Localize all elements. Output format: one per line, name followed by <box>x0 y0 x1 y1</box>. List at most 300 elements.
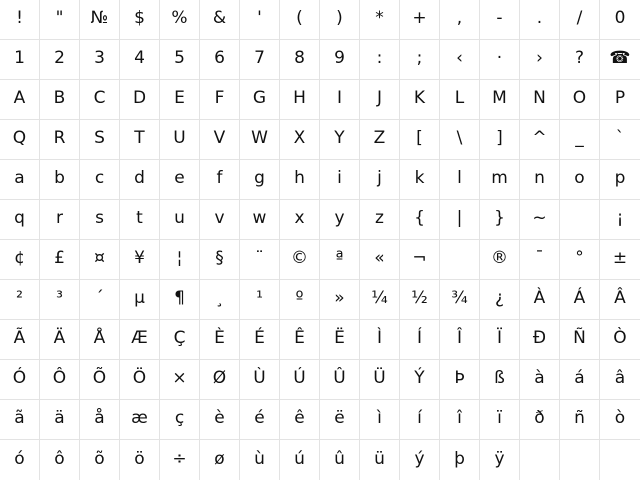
glyph-cell[interactable] <box>200 40 240 80</box>
glyph-cell[interactable] <box>240 80 280 120</box>
glyph-cell[interactable] <box>280 280 320 320</box>
glyph-cell[interactable] <box>560 320 600 360</box>
glyph-character: µ <box>134 288 145 308</box>
glyph-cell[interactable] <box>0 440 40 480</box>
glyph-character: A <box>13 88 26 108</box>
glyph-character: 8 <box>294 48 305 68</box>
glyph-character: 3 <box>94 48 105 68</box>
glyph-cell[interactable] <box>560 360 600 400</box>
glyph-cell[interactable] <box>440 280 480 320</box>
glyph-character: } <box>494 208 505 228</box>
glyph-character: Á <box>573 288 586 308</box>
glyph-cell[interactable] <box>520 0 560 40</box>
glyph-cell[interactable] <box>480 440 520 480</box>
glyph-cell[interactable] <box>440 320 480 360</box>
glyph-character: å <box>94 408 105 428</box>
glyph-character: § <box>215 248 224 268</box>
glyph-cell[interactable] <box>240 240 280 280</box>
glyph-character: â <box>614 368 626 388</box>
glyph-character: { <box>414 208 425 228</box>
glyph-cell[interactable] <box>120 440 160 480</box>
glyph-character: Ó <box>12 368 27 388</box>
glyph-cell[interactable] <box>480 360 520 400</box>
glyph-cell[interactable] <box>520 160 560 200</box>
glyph-cell[interactable] <box>160 0 200 40</box>
glyph-cell[interactable] <box>360 400 400 440</box>
glyph-character: & <box>212 8 227 28</box>
glyph-character: › <box>536 48 543 68</box>
glyph-cell[interactable] <box>480 200 520 240</box>
glyph-cell[interactable] <box>0 360 40 400</box>
glyph-cell[interactable] <box>0 400 40 440</box>
glyph-cell[interactable] <box>200 200 240 240</box>
glyph-character: W <box>251 128 268 148</box>
glyph-character: ~ <box>532 208 547 228</box>
glyph-cell[interactable] <box>160 400 200 440</box>
glyph-cell[interactable] <box>160 160 200 200</box>
glyph-cell[interactable] <box>40 440 80 480</box>
glyph-cell[interactable] <box>80 400 120 440</box>
glyph-character: | <box>456 208 463 228</box>
glyph-cell[interactable] <box>80 320 120 360</box>
glyph-cell[interactable] <box>600 160 640 200</box>
glyph-character: t <box>136 208 143 228</box>
glyph-cell[interactable] <box>200 80 240 120</box>
glyph-character: p <box>614 168 626 188</box>
glyph-cell[interactable] <box>400 160 440 200</box>
glyph-cell[interactable] <box>120 280 160 320</box>
glyph-character: 7 <box>254 48 265 68</box>
glyph-cell[interactable] <box>360 320 400 360</box>
glyph-character: h <box>294 168 305 188</box>
glyph-cell[interactable] <box>200 440 240 480</box>
glyph-cell[interactable] <box>240 440 280 480</box>
glyph-cell[interactable] <box>400 0 440 40</box>
glyph-character: Ä <box>53 328 66 348</box>
glyph-cell[interactable] <box>160 120 200 160</box>
glyph-character: ¤ <box>94 248 105 268</box>
glyph-character: ; <box>416 48 423 68</box>
glyph-character: Y <box>334 128 345 148</box>
glyph-cell[interactable] <box>280 160 320 200</box>
glyph-cell[interactable] <box>360 0 400 40</box>
glyph-character: ê <box>294 408 305 428</box>
glyph-cell[interactable] <box>520 360 560 400</box>
glyph-cell[interactable] <box>40 320 80 360</box>
glyph-cell[interactable] <box>560 40 600 80</box>
glyph-cell[interactable] <box>80 360 120 400</box>
glyph-character: ² <box>16 288 23 308</box>
glyph-cell[interactable] <box>520 400 560 440</box>
glyph-cell[interactable] <box>400 280 440 320</box>
glyph-cell[interactable] <box>40 360 80 400</box>
glyph-cell[interactable] <box>160 200 200 240</box>
glyph-cell[interactable] <box>120 0 160 40</box>
glyph-character: ´ <box>95 288 104 308</box>
glyph-character: ☎ <box>609 48 631 68</box>
glyph-cell[interactable] <box>600 320 640 360</box>
glyph-cell[interactable] <box>0 200 40 240</box>
glyph-cell[interactable] <box>320 80 360 120</box>
glyph-cell[interactable] <box>0 80 40 120</box>
glyph-cell[interactable] <box>160 40 200 80</box>
glyph-cell[interactable] <box>0 120 40 160</box>
glyph-character: Þ <box>454 368 465 388</box>
glyph-cell[interactable] <box>40 0 80 40</box>
glyph-cell[interactable] <box>40 40 80 80</box>
glyph-cell[interactable] <box>360 440 400 480</box>
glyph-cell[interactable] <box>320 360 360 400</box>
glyph-cell[interactable] <box>400 80 440 120</box>
glyph-cell[interactable] <box>280 440 320 480</box>
glyph-cell[interactable] <box>440 240 480 280</box>
glyph-cell[interactable] <box>600 440 640 480</box>
glyph-cell[interactable] <box>80 160 120 200</box>
glyph-cell[interactable] <box>280 400 320 440</box>
glyph-cell[interactable] <box>0 0 40 40</box>
glyph-cell[interactable] <box>440 80 480 120</box>
glyph-character: ° <box>575 248 584 268</box>
glyph-cell[interactable] <box>440 160 480 200</box>
glyph-cell[interactable] <box>240 400 280 440</box>
glyph-cell[interactable] <box>600 200 640 240</box>
glyph-character: æ <box>131 408 148 428</box>
glyph-cell[interactable] <box>600 360 640 400</box>
glyph-cell[interactable] <box>0 280 40 320</box>
glyph-cell[interactable] <box>240 280 280 320</box>
glyph-cell[interactable] <box>520 280 560 320</box>
glyph-character: X <box>293 128 306 148</box>
glyph-cell[interactable] <box>280 40 320 80</box>
glyph-cell[interactable] <box>520 440 560 480</box>
glyph-cell[interactable] <box>80 200 120 240</box>
glyph-cell[interactable] <box>160 440 200 480</box>
glyph-cell[interactable] <box>320 320 360 360</box>
glyph-cell[interactable] <box>160 360 200 400</box>
glyph-character: U <box>173 128 186 148</box>
glyph-cell[interactable] <box>480 160 520 200</box>
glyph-cell[interactable] <box>400 240 440 280</box>
glyph-cell[interactable] <box>360 160 400 200</box>
glyph-cell[interactable] <box>560 200 600 240</box>
glyph-character: d <box>134 168 145 188</box>
glyph-character: № <box>90 8 109 28</box>
glyph-cell[interactable] <box>320 240 360 280</box>
glyph-cell[interactable] <box>480 240 520 280</box>
glyph-cell[interactable] <box>240 120 280 160</box>
glyph-cell[interactable] <box>400 360 440 400</box>
glyph-cell[interactable] <box>160 240 200 280</box>
glyph-cell[interactable] <box>560 0 600 40</box>
glyph-cell[interactable] <box>400 200 440 240</box>
glyph-character: Æ <box>131 328 148 348</box>
glyph-cell[interactable] <box>360 240 400 280</box>
glyph-cell[interactable] <box>440 360 480 400</box>
glyph-cell[interactable] <box>600 80 640 120</box>
glyph-character: H <box>293 88 306 108</box>
glyph-cell[interactable] <box>560 240 600 280</box>
glyph-cell[interactable] <box>440 120 480 160</box>
glyph-cell[interactable] <box>400 320 440 360</box>
glyph-cell[interactable] <box>520 80 560 120</box>
glyph-character: ç <box>174 408 185 428</box>
glyph-cell[interactable] <box>440 200 480 240</box>
glyph-character: è <box>214 408 225 428</box>
glyph-cell[interactable] <box>280 0 320 40</box>
glyph-character: ¢ <box>14 248 25 268</box>
glyph-cell[interactable] <box>240 40 280 80</box>
glyph-cell[interactable] <box>240 360 280 400</box>
glyph-character: Í <box>416 328 422 348</box>
glyph-character: õ <box>94 448 105 469</box>
glyph-character: û <box>334 448 345 469</box>
glyph-character: à <box>534 368 545 388</box>
glyph-cell[interactable] <box>200 280 240 320</box>
glyph-character: ³ <box>56 288 63 308</box>
glyph-character: + <box>412 8 427 28</box>
glyph-cell[interactable] <box>520 40 560 80</box>
glyph-cell[interactable] <box>600 240 640 280</box>
glyph-character: Ê <box>294 328 305 348</box>
glyph-cell[interactable] <box>560 80 600 120</box>
glyph-cell[interactable] <box>600 0 640 40</box>
glyph-cell[interactable] <box>0 160 40 200</box>
glyph-cell[interactable] <box>360 280 400 320</box>
glyph-character: Ô <box>52 368 67 388</box>
glyph-cell[interactable] <box>200 240 240 280</box>
glyph-character: ö <box>134 448 145 469</box>
glyph-character: é <box>254 408 265 428</box>
glyph-cell[interactable] <box>560 400 600 440</box>
glyph-cell[interactable] <box>0 240 40 280</box>
glyph-cell[interactable] <box>240 200 280 240</box>
glyph-cell[interactable] <box>120 320 160 360</box>
glyph-cell[interactable] <box>440 440 480 480</box>
glyph-cell[interactable] <box>320 160 360 200</box>
glyph-cell[interactable] <box>0 320 40 360</box>
glyph-cell[interactable] <box>520 320 560 360</box>
glyph-character: c <box>94 168 105 188</box>
glyph-cell[interactable] <box>120 240 160 280</box>
glyph-character: ¿ <box>494 288 505 308</box>
glyph-character: x <box>294 208 305 228</box>
glyph-character: C <box>93 88 106 108</box>
glyph-cell[interactable] <box>280 120 320 160</box>
glyph-cell[interactable] <box>480 120 520 160</box>
glyph-character: E <box>174 88 185 108</box>
glyph-cell[interactable] <box>480 40 520 80</box>
glyph-character: " <box>55 8 64 28</box>
glyph-cell[interactable] <box>600 280 640 320</box>
glyph-character: \ <box>456 128 463 148</box>
glyph-cell[interactable] <box>320 120 360 160</box>
glyph-cell[interactable] <box>280 320 320 360</box>
glyph-character: ï <box>497 408 502 428</box>
glyph-character: ñ <box>574 408 585 428</box>
glyph-cell[interactable] <box>600 40 640 80</box>
glyph-cell[interactable] <box>480 320 520 360</box>
glyph-cell[interactable] <box>520 240 560 280</box>
glyph-cell[interactable] <box>400 400 440 440</box>
glyph-character: þ <box>454 448 465 469</box>
glyph-character: ò <box>614 408 626 428</box>
glyph-cell[interactable] <box>480 400 520 440</box>
glyph-character: © <box>291 248 308 268</box>
glyph-character: á <box>574 368 585 388</box>
glyph-cell[interactable] <box>320 400 360 440</box>
glyph-character: Ò <box>613 328 627 348</box>
glyph-cell[interactable] <box>360 200 400 240</box>
glyph-cell[interactable] <box>560 120 600 160</box>
glyph-cell[interactable] <box>600 120 640 160</box>
glyph-cell[interactable] <box>320 0 360 40</box>
glyph-cell[interactable] <box>400 40 440 80</box>
glyph-cell[interactable] <box>560 440 600 480</box>
glyph-character: ? <box>574 48 585 68</box>
glyph-cell[interactable] <box>360 40 400 80</box>
glyph-cell[interactable] <box>200 360 240 400</box>
glyph-cell[interactable] <box>280 360 320 400</box>
glyph-character: . <box>536 8 543 28</box>
glyph-character: Q <box>12 128 27 148</box>
glyph-cell[interactable] <box>120 40 160 80</box>
glyph-character: ¡ <box>616 208 624 228</box>
glyph-cell[interactable] <box>320 200 360 240</box>
glyph-cell[interactable] <box>280 240 320 280</box>
glyph-character: 5 <box>174 48 185 68</box>
glyph-cell[interactable] <box>40 160 80 200</box>
glyph-character: ÷ <box>172 448 187 469</box>
glyph-cell[interactable] <box>480 80 520 120</box>
glyph-cell[interactable] <box>480 0 520 40</box>
glyph-cell[interactable] <box>200 320 240 360</box>
glyph-cell[interactable] <box>80 240 120 280</box>
glyph-character: Ã <box>13 328 26 348</box>
glyph-character: R <box>53 128 66 148</box>
glyph-cell[interactable] <box>240 320 280 360</box>
glyph-cell[interactable] <box>280 200 320 240</box>
glyph-character: ® <box>491 248 508 268</box>
glyph-cell[interactable] <box>160 80 200 120</box>
glyph-character: P <box>614 88 626 108</box>
glyph-cell[interactable] <box>80 0 120 40</box>
glyph-cell[interactable] <box>80 280 120 320</box>
glyph-cell[interactable] <box>600 400 640 440</box>
glyph-cell[interactable] <box>520 120 560 160</box>
glyph-character: _ <box>575 128 584 148</box>
glyph-cell[interactable] <box>240 160 280 200</box>
glyph-character: n <box>534 168 545 188</box>
glyph-cell[interactable] <box>160 280 200 320</box>
glyph-character: G <box>252 88 267 108</box>
glyph-character: J <box>376 88 382 108</box>
glyph-cell[interactable] <box>200 120 240 160</box>
glyph-character: - <box>496 8 503 28</box>
glyph-character: B <box>53 88 66 108</box>
glyph-cell[interactable] <box>40 200 80 240</box>
glyph-character: y <box>334 208 345 228</box>
glyph-character: × <box>172 368 187 388</box>
glyph-character: Ì <box>376 328 382 348</box>
glyph-cell[interactable] <box>40 80 80 120</box>
glyph-cell[interactable] <box>40 240 80 280</box>
glyph-cell[interactable] <box>440 400 480 440</box>
glyph-character: · <box>496 48 503 68</box>
glyph-cell[interactable] <box>440 0 480 40</box>
glyph-character: ¸ <box>215 288 224 308</box>
glyph-character: ¹ <box>256 288 263 308</box>
glyph-cell[interactable] <box>120 120 160 160</box>
glyph-cell[interactable] <box>400 120 440 160</box>
glyph-cell[interactable] <box>320 280 360 320</box>
glyph-character: ] <box>496 128 503 148</box>
glyph-cell[interactable] <box>360 80 400 120</box>
glyph-cell[interactable] <box>320 440 360 480</box>
glyph-cell[interactable] <box>200 160 240 200</box>
glyph-character: , <box>456 8 463 28</box>
glyph-cell[interactable] <box>480 280 520 320</box>
glyph-cell[interactable] <box>120 400 160 440</box>
glyph-cell[interactable] <box>520 200 560 240</box>
glyph-cell[interactable] <box>560 280 600 320</box>
glyph-cell[interactable] <box>80 80 120 120</box>
glyph-character: À <box>533 288 546 308</box>
glyph-cell[interactable] <box>240 0 280 40</box>
glyph-cell[interactable] <box>40 400 80 440</box>
glyph-cell[interactable] <box>120 360 160 400</box>
glyph-cell[interactable] <box>360 360 400 400</box>
glyph-cell[interactable] <box>120 80 160 120</box>
glyph-character: ¾ <box>451 288 468 308</box>
glyph-character: u <box>174 208 185 228</box>
glyph-character: Ü <box>373 368 386 388</box>
glyph-cell[interactable] <box>80 120 120 160</box>
glyph-character: ^ <box>532 128 547 148</box>
glyph-character: s <box>95 208 104 228</box>
glyph-cell[interactable] <box>360 120 400 160</box>
glyph-character: ¶ <box>174 288 185 308</box>
glyph-character: ¯ <box>535 248 544 268</box>
glyph-cell[interactable] <box>200 400 240 440</box>
glyph-character: Ë <box>334 328 345 348</box>
glyph-cell[interactable] <box>120 200 160 240</box>
glyph-character: ó <box>14 448 25 469</box>
glyph-character: Ú <box>293 368 306 388</box>
glyph-cell[interactable] <box>200 0 240 40</box>
glyph-cell[interactable] <box>280 80 320 120</box>
glyph-cell[interactable] <box>40 280 80 320</box>
glyph-character: ú <box>294 448 305 469</box>
glyph-cell[interactable] <box>120 160 160 200</box>
glyph-character: ¬ <box>412 248 427 268</box>
glyph-cell[interactable] <box>160 320 200 360</box>
glyph-cell[interactable] <box>440 40 480 80</box>
glyph-character: b <box>54 168 65 188</box>
glyph-character: ‹ <box>456 48 463 68</box>
glyph-character: V <box>213 128 226 148</box>
glyph-character: ± <box>612 248 628 268</box>
glyph-character: K <box>413 88 426 108</box>
glyph-cell[interactable] <box>560 160 600 200</box>
glyph-cell[interactable] <box>0 40 40 80</box>
glyph-cell[interactable] <box>80 40 120 80</box>
glyph-cell[interactable] <box>400 440 440 480</box>
glyph-cell[interactable] <box>40 120 80 160</box>
glyph-cell[interactable] <box>320 40 360 80</box>
glyph-character: ! <box>16 8 23 28</box>
glyph-character: ¥ <box>134 248 145 268</box>
glyph-cell[interactable] <box>80 440 120 480</box>
